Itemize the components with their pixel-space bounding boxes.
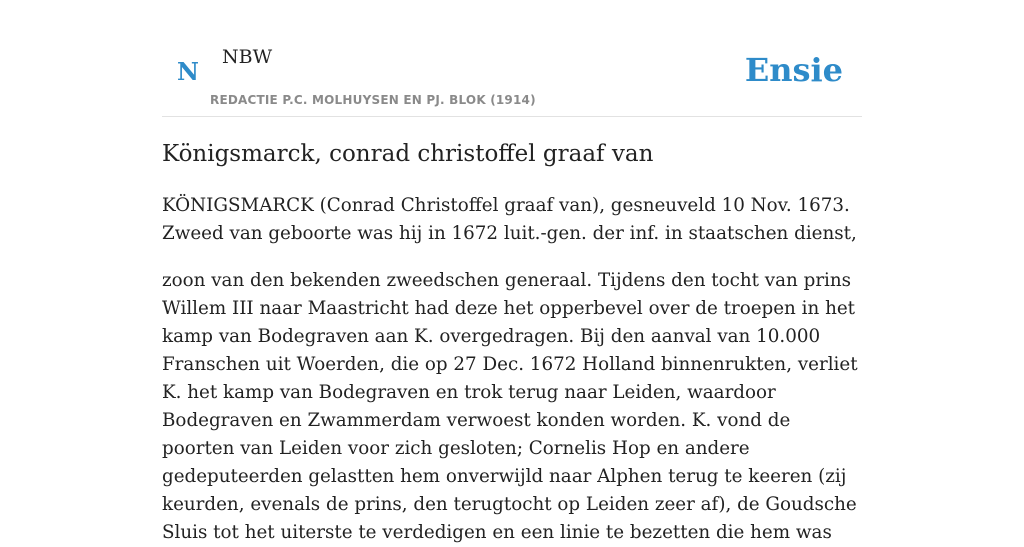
source-title[interactable]: NBW (222, 46, 273, 68)
article-paragraph: KÖNIGSMARCK (Conrad Christoffel graaf van), gesneuveld 10 Nov. 1673. Zweed van geboorte was hij in 1672 luit.-gen. der inf. in staatschen dienst, (162, 195, 857, 244)
page-header (162, 0, 862, 117)
page-title: Königsmarck, conrad christoffel graaf van (162, 141, 654, 167)
source-logo-icon[interactable]: N (177, 57, 199, 86)
source-subtitle: REDACTIE P.C. MOLHUYSEN EN PJ. BLOK (1914) (210, 93, 536, 107)
article-paragraph: zoon van den bekenden zweedschen generaal. Tijdens den tocht van prins Willem III naar Maastricht had deze het opperbevel over de troepen in het kamp van Bodegraven aan K. overgedragen. Bij den aanval van 10.000 Franschen uit Woerden, die op 27 Dec. 1672 Holland binnenrukten, verliet K. het kamp van Bodegraven en trok terug naar Leiden, waardoor Bodegraven en Zwammerdam verwoest konden worden. K. vond de poorten van Leiden voor zich gesloten; Cornelis Hop en andere gedeputeerden gelastten hem onverwijld naar Alphen terug te keeren (zij keurden, evenals de prins, den terugtocht op Leiden zeer af), de Goudsche Sluis tot het uiterste te verdedigen en een linie te bezetten die hem was (162, 270, 858, 543)
article (162, 136, 864, 547)
brand-logo[interactable]: Ensie (744, 51, 843, 89)
